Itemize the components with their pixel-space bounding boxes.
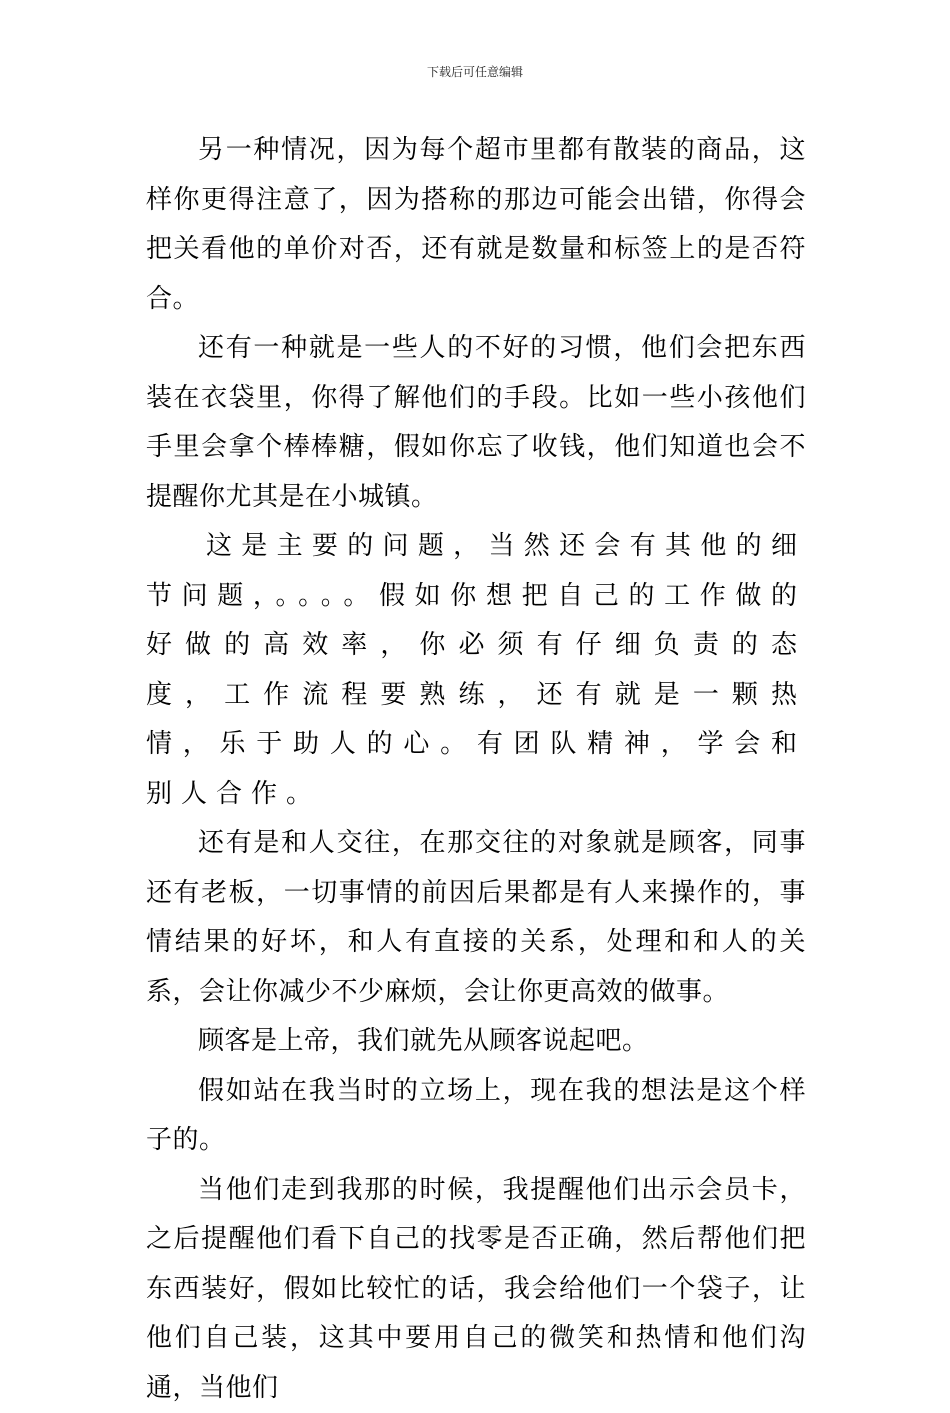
paragraph-7: 当他们走到我那的时候，我提醒他们出示会员卡，之后提醒他们看下自己的找零是否正确，然后帮他们把东西装好，假如比较忙的话，我会给他们一个袋子，让他们自己装，这其中要用自己的微笑和热情和他们沟通，当他们 — [146, 1166, 806, 1413]
paragraph-3: 这是主要的问题，当然还会有其他的细节问题，。。。。假如你想把自己的工作做的好做的高效率，你必须有仔细负责的态度，工作流程要熟练，还有就是一颗热情，乐于助人的心。有团队精神，学会和别人合作。 — [146, 522, 806, 819]
paragraph-2: 还有一种就是一些人的不好的习惯，他们会把东西装在衣袋里，你得了解他们的手段。比如一些小孩他们手里会拿个棒棒糖，假如你忘了收钱，他们知道也会不提醒你尤其是在小城镇。 — [146, 324, 806, 522]
document-body — [146, 126, 806, 1413]
paragraph-5: 顾客是上帝，我们就先从顾客说起吧。 — [146, 1017, 806, 1067]
paragraph-1: 另一种情况，因为每个超市里都有散装的商品，这样你更得注意了，因为搭称的那边可能会出错，你得会把关看他的单价对否，还有就是数量和标签上的是否符合。 — [146, 126, 806, 324]
paragraph-4: 还有是和人交往，在那交往的对象就是顾客，同事还有老板，一切事情的前因后果都是有人来操作的，事情结果的好坏，和人有直接的关系，处理和和人的关系，会让你减少不少麻烦，会让你更高效的做事。 — [146, 819, 806, 1017]
paragraph-6: 假如站在我当时的立场上，现在我的想法是这个样子的。 — [146, 1067, 806, 1166]
page-header-note: 下载后可任意编辑 — [0, 64, 950, 80]
